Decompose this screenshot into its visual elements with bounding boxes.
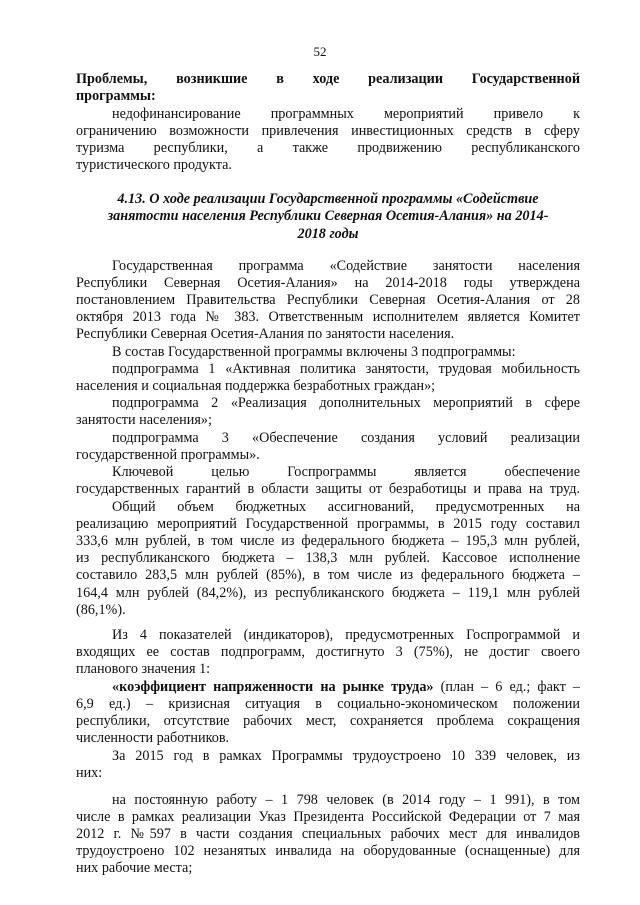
paragraph-line: (86,1%).: [76, 602, 126, 618]
page-number: 52: [313, 44, 327, 59]
indicator-name: «коэффициент напряженности на рынке труда»: [112, 679, 434, 695]
paragraph-line: входящих ее состав подпрограмм, достигнуто 3 (75%), не достиг своего: [76, 644, 580, 660]
paragraph-line: постановлением Правительства Республики Северная Осетия-Алания от 28: [76, 292, 580, 308]
paragraph-line: них рабочие места;: [76, 860, 193, 876]
paragraph-line: Республики Северная Осетия-Алания» на 2014-2018 годы утверждена: [76, 275, 580, 291]
subprogram-line: населения и социальная поддержка безработных граждан»;: [76, 378, 436, 394]
paragraph-line: на постоянную работу – 1 798 человек (в 2014 году – 1 991), в том: [112, 792, 580, 808]
paragraph-line: из республиканского бюджета – 138,3 млн рублей. Кассовое исполнение: [76, 550, 580, 566]
paragraph-line: республики, отсутствие рабочих мест, сохраняется проблема сокращения: [76, 713, 580, 729]
paragraph-line: 333,6 млн рублей, в том числе из федерального бюджета – 195,3 млн рублей,: [76, 533, 580, 549]
paragraph-line: Республики Северная Осетия-Алания по занятости населения.: [76, 326, 455, 342]
problems-heading-cont: программы:: [76, 88, 156, 104]
paragraph-line: численности работников.: [76, 730, 230, 746]
paragraph-line: планового значения 1:: [76, 661, 211, 677]
paragraph-line: Государственная программа «Содействие занятости населения: [112, 258, 580, 274]
paragraph-line: трудоустроено 102 незанятых инвалида на оборудованные (оснащенные) для: [76, 843, 580, 859]
paragraph-line: В состав Государственной программы включены 3 подпрограммы:: [112, 344, 516, 360]
subprogram-line: занятости населения»;: [76, 412, 212, 428]
paragraph-line: государственных гарантий в области защиты от безработицы и права на труд.: [76, 481, 580, 497]
paragraph-line: 6,9 ед.) – кризисная ситуация в социально-экономическом положении: [76, 696, 580, 712]
paragraph-line: 164,4 млн рублей (84,2%), из республиканского бюджета – 119,1 млн рублей: [76, 585, 580, 601]
subprogram-line: подпрограмма 2 «Реализация дополнительных мероприятий в сфере: [112, 395, 580, 411]
subprogram-line: подпрограмма 3 «Обеспечение создания условий реализации: [112, 430, 580, 446]
paragraph-line: числе в рамках реализации Указ Президента Российской Федерации от 7 мая: [76, 809, 580, 825]
paragraph-line: За 2015 год в рамках Программы трудоустроено 10 339 человек, из: [112, 748, 580, 764]
paragraph-line: 2012 г. №597 в части создания специальных рабочих мест для инвалидов: [76, 826, 580, 842]
problems-heading: Проблемы, возникшие в ходе реализации Государственной: [76, 71, 580, 87]
problems-text-line: туризма республики, а также продвижению республиканского: [76, 140, 580, 156]
section-title: 2018 годы: [297, 226, 359, 242]
paragraph-line: них:: [76, 765, 103, 781]
paragraph-line: реализацию мероприятий Государственной программы, в 2015 году составил: [76, 516, 580, 532]
paragraph-line: Из 4 показателей (индикаторов), предусмотренных Госпрограммой и: [112, 627, 580, 643]
problems-text-line: недофинансирование программных мероприятий привело к: [112, 106, 580, 122]
indicator-line: [112, 679, 580, 696]
paragraph-line: составило 283,5 млн рублей (85%), в том числе из федерального бюджета –: [76, 567, 580, 583]
paragraph-line: Ключевой целью Госпрограммы является обеспечение: [112, 464, 580, 480]
section-title: 4.13. О ходе реализации Государственной программы «Содействие: [117, 191, 539, 207]
problems-text-line: туристического продукта.: [76, 157, 232, 173]
problems-text-line: ограничению возможности привлечения инвестиционных средств в сферу: [76, 123, 580, 139]
subprogram-line: государственной программы».: [76, 447, 260, 463]
indicator-values: (план – 6 ед.; факт –: [433, 679, 580, 695]
subprogram-line: подпрограмма 1 «Активная политика занятости, трудовая мобильность: [112, 361, 580, 377]
paragraph-line: Общий объем бюджетных ассигнований, предусмотренных на: [112, 499, 580, 515]
paragraph-line: октября 2013 года № 383. Ответственным исполнителем является Комитет: [76, 309, 580, 325]
section-title: занятости населения Республики Северная Осетия-Алания» на 2014-: [107, 208, 549, 224]
